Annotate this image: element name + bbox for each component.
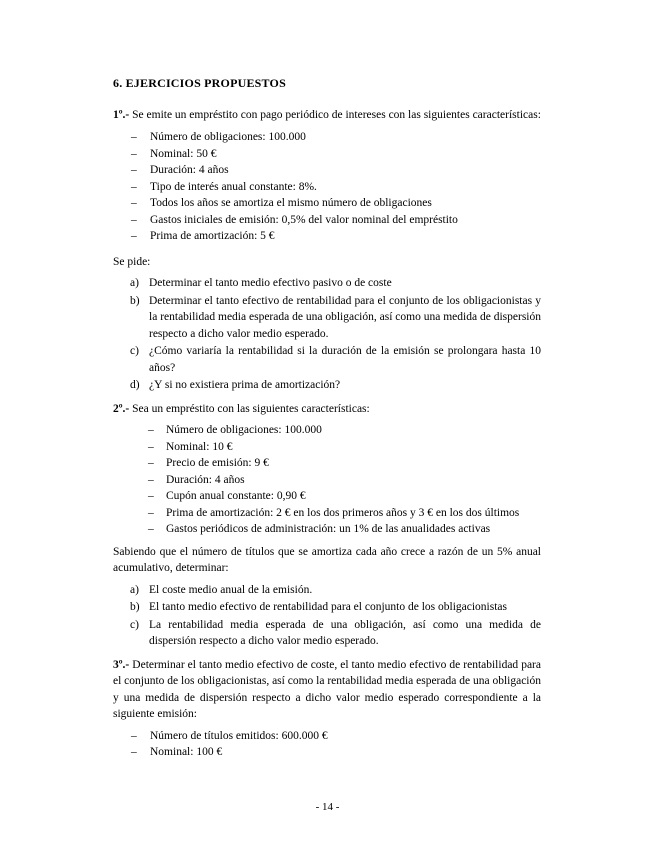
list-item: – Número de obligaciones: 100.000 [113, 422, 541, 439]
list-item: – Nominal: 100 € [113, 744, 541, 761]
exercise-3-features [113, 728, 541, 761]
exercise-3-number: 3º.- [113, 658, 130, 671]
list-item: – Duración: 4 años [113, 162, 541, 179]
list-item: – Prima de amortización: 2 € en los dos primeros años y 3 € en los dos últimos [113, 505, 541, 522]
exercise-1-intro: 1º.- Se emite un empréstito con pago periódico de intereses con las siguientes características: [113, 108, 541, 121]
list-item: c) ¿Cómo variaría la rentabilidad si la duración de la emisión se prolongara hasta 10 años? [130, 345, 541, 374]
list-item: b) Determinar el tanto efectivo de rentabilidad para el conjunto de los obligacionistas y la rentabilidad media esperada de una obligación, así como una medida de dispersión respecto a dicho valor medio esperado. [130, 294, 541, 340]
se-pide-label: Se pide: [113, 255, 151, 268]
exercise-3 [113, 657, 541, 761]
list-item: d) ¿Y si no existiera prima de amortización? [130, 379, 341, 391]
exercise-1-questions [113, 275, 541, 394]
exercise-2-intro: 2º.- Sea un empréstito con las siguientes características: [113, 402, 370, 415]
list-item: – Duración: 4 años [113, 472, 541, 489]
list-item: b) El tanto medio efectivo de rentabilidad para el conjunto de los obligacionistas [130, 601, 507, 613]
list-item: – Todos los años se amortiza el mismo número de obligaciones [113, 195, 541, 212]
list-item: – Gastos iniciales de emisión: 0,5% del valor nominal del empréstito [113, 212, 541, 229]
exercise-2 [113, 401, 541, 650]
exercise-1 [113, 107, 541, 394]
list-item: c) La rentabilidad media esperada de una obligación, así como una medida de dispersión respecto a dicho valor medio esperado. [130, 618, 541, 647]
list-item: – Prima de amortización: 5 € [113, 228, 541, 245]
exercise-1-number: 1º.- [113, 108, 130, 121]
exercise-3-intro: 3º.- Determinar el tanto medio efectivo de coste, el tanto medio efectivo de rentabilidad para el conjunto de los obligacionistas, así como la rentabilidad media esperada de una obligación y una medida de dispersión respecto a dicho valor medio esperado correspondiente a la siguiente emisión: [113, 658, 541, 720]
list-item: – Gastos periódicos de administración: un 1% de las anualidades activas [113, 521, 541, 538]
exercise-1-features [113, 129, 541, 245]
list-item: a) Determinar el tanto medio efectivo pasivo o de coste [130, 277, 392, 289]
list-item: – Número de obligaciones: 100.000 [113, 129, 541, 146]
list-item: – Número de títulos emitidos: 600.000 € [113, 728, 541, 745]
exercise-2-questions [113, 582, 541, 650]
exercise-2-number: 2º.- [113, 402, 130, 415]
list-item: – Tipo de interés anual constante: 8%. [113, 179, 541, 196]
exercise-2-body: Sabiendo que el número de títulos que se amortiza cada año crece a razón de un 5% anual acumulativo, determinar: [113, 545, 541, 574]
document-page [113, 70, 541, 767]
list-item: – Precio de emisión: 9 € [113, 455, 541, 472]
list-item: – Cupón anual constante: 0,90 € [113, 488, 541, 505]
list-item: – Nominal: 50 € [113, 146, 541, 163]
list-item: – Nominal: 10 € [113, 439, 541, 456]
exercise-2-features [113, 422, 541, 538]
section-heading: 6. EJERCICIOS PROPUESTOS [113, 76, 286, 90]
list-item: a) El coste medio anual de la emisión. [130, 583, 313, 596]
page-number: - 14 - [315, 801, 340, 813]
